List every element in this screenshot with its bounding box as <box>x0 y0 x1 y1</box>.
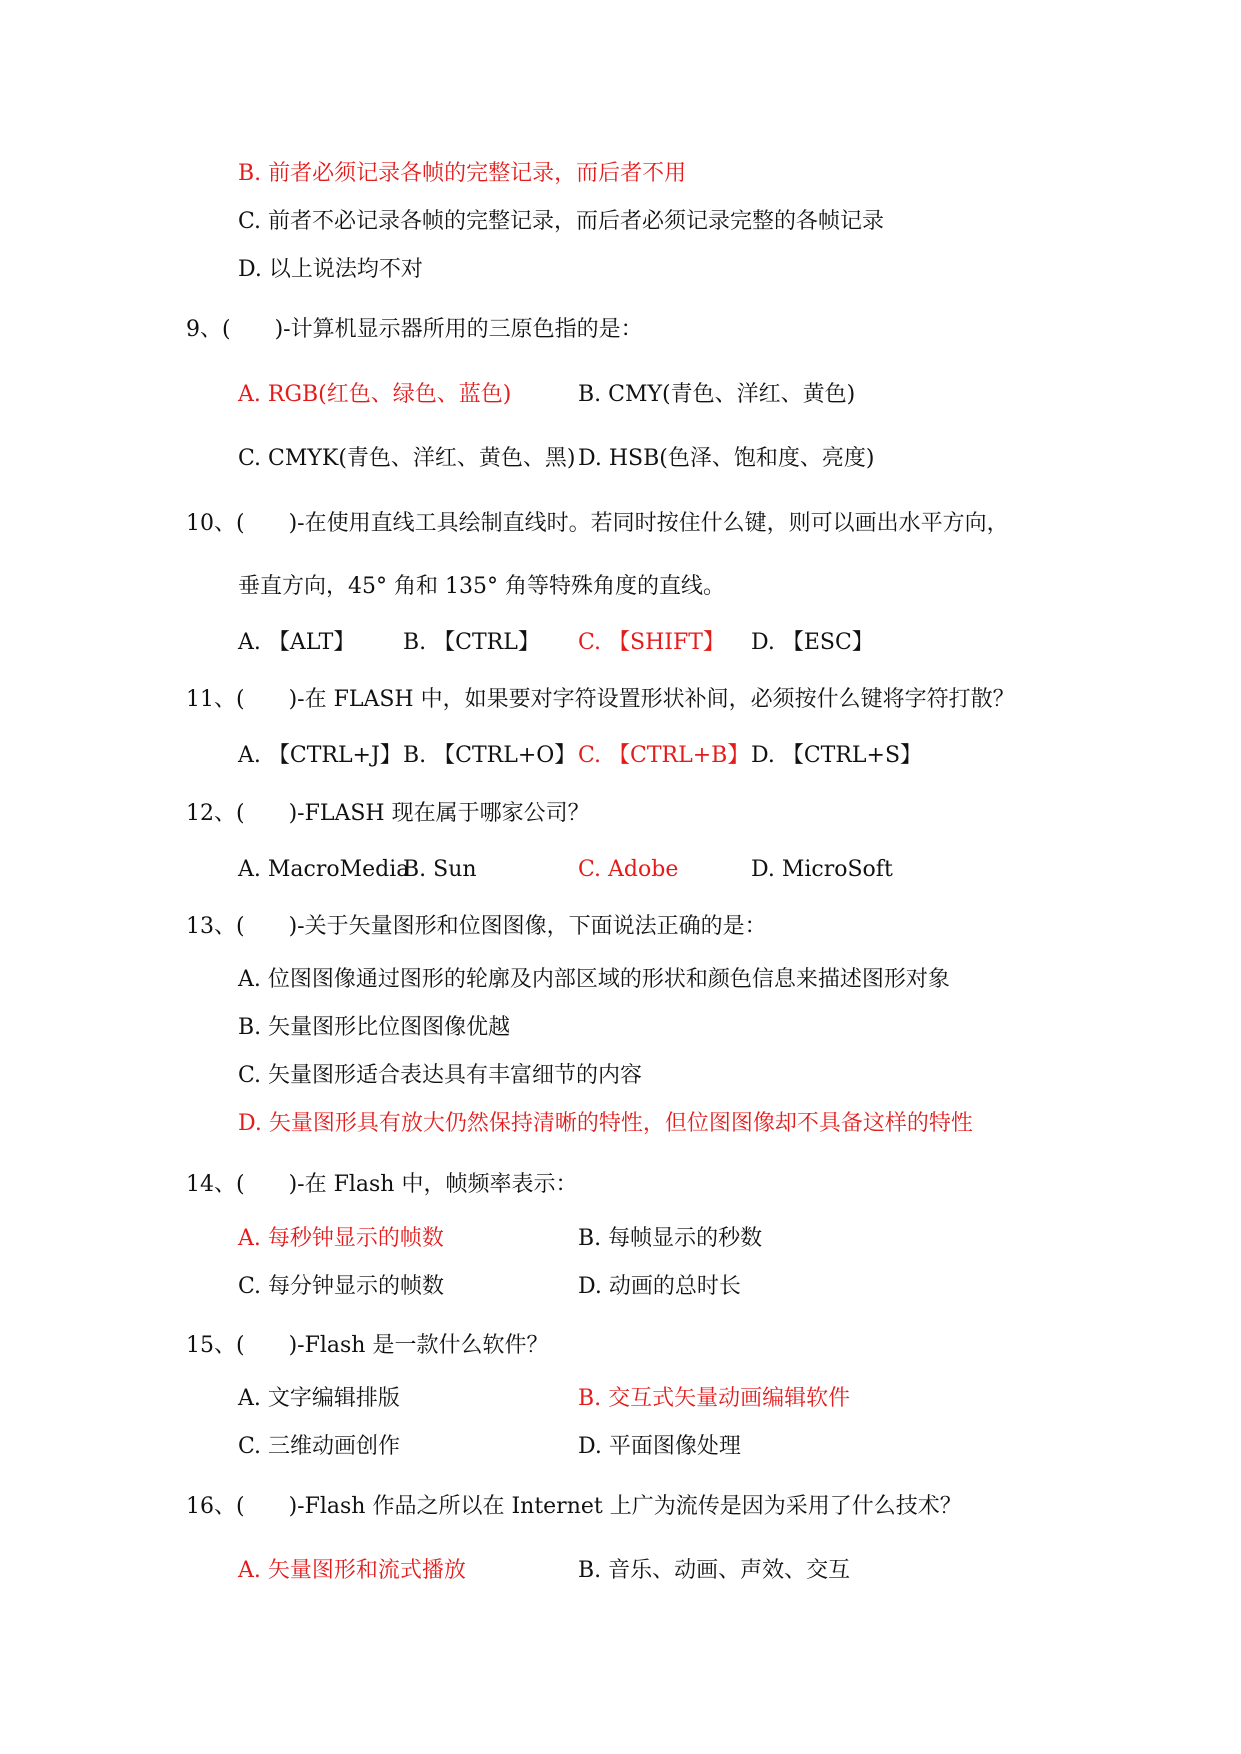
q14-option-c: C. 每分钟显示的帧数 <box>238 1274 445 1299</box>
q16-option-a: A. 矢量图形和流式播放 <box>238 1558 466 1583</box>
q10-option-d: D. 【ESC】 <box>751 630 874 655</box>
q12-stem: 12、( )-FLASH 现在属于哪家公司？ <box>186 801 590 826</box>
q9-option-b: B. CMY(青色、洋红、黄色) <box>578 382 856 407</box>
q12-option-a: A. MacroMedia <box>238 857 410 882</box>
q12-option-d: D. MicroSoft <box>751 857 893 882</box>
q15-option-c: C. 三维动画创作 <box>238 1434 401 1459</box>
q8-option-c: C. 前者不必记录各帧的完整记录，而后者必须记录完整的各帧记录 <box>238 209 885 234</box>
q13-stem: 13、( )-关于矢量图形和位图图像，下面说法正确的是： <box>186 914 767 939</box>
q16-stem: 16、( )-Flash 作品之所以在 Internet 上广为流传是因为采用了什么技术？ <box>186 1494 962 1519</box>
q11-option-a: A. 【CTRL+J】 <box>238 743 402 768</box>
q14-option-d: D. 动画的总时长 <box>578 1274 741 1299</box>
q9-option-c: C. CMYK(青色、洋红、黄色、黑) <box>238 446 576 471</box>
q14-stem: 14、( )-在 Flash 中，帧频率表示： <box>186 1172 578 1197</box>
q13-option-c: C. 矢量图形适合表达具有丰富细节的内容 <box>238 1063 643 1088</box>
q9-option-a: A. RGB(红色、绿色、蓝色) <box>238 382 512 407</box>
q12-option-b: B. Sun <box>403 857 477 882</box>
q11-option-c: C. 【CTRL+B】 <box>578 743 750 768</box>
q15-option-d: D. 平面图像处理 <box>578 1434 741 1459</box>
q8-option-d: D. 以上说法均不对 <box>238 257 423 282</box>
q14-option-b: B. 每帧显示的秒数 <box>578 1226 763 1251</box>
q10-stem: 10、( )-在使用直线工具绘制直线时。若同时按住什么键，则可以画出水平方向， <box>186 511 1009 536</box>
q15-stem: 15、( )-Flash 是一款什么软件？ <box>186 1333 549 1358</box>
q9-option-d: D. HSB(色泽、饱和度、亮度) <box>578 446 875 471</box>
q14-option-a: A. 每秒钟显示的帧数 <box>238 1226 444 1251</box>
q10-stem-continued: 垂直方向，45° 角和 135° 角等特殊角度的直线。 <box>238 574 725 599</box>
q13-option-b: B. 矢量图形比位图图像优越 <box>238 1015 511 1040</box>
q11-stem: 11、( )-在 FLASH 中，如果要对字符设置形状补间，必须按什么键将字符打散？ <box>186 687 1015 712</box>
q10-option-a: A. 【ALT】 <box>238 630 356 655</box>
q13-option-a: A. 位图图像通过图形的轮廓及内部区域的形状和颜色信息来描述图形对象 <box>238 967 950 992</box>
q10-option-c: C. 【SHIFT】 <box>578 630 725 655</box>
q11-option-b: B. 【CTRL+O】 <box>403 743 577 768</box>
q12-option-c: C. Adobe <box>578 857 679 882</box>
q9-stem: 9、( )-计算机显示器所用的三原色指的是： <box>186 317 643 342</box>
q15-option-a: A. 文字编辑排版 <box>238 1386 400 1411</box>
q13-option-d: D. 矢量图形具有放大仍然保持清晰的特性，但位图图像却不具备这样的特性 <box>238 1111 973 1136</box>
q16-option-b: B. 音乐、动画、声效、交互 <box>578 1558 851 1583</box>
q15-option-b: B. 交互式矢量动画编辑软件 <box>578 1386 851 1411</box>
q11-option-d: D. 【CTRL+S】 <box>751 743 923 768</box>
q10-option-b: B. 【CTRL】 <box>403 630 540 655</box>
q8-option-b: B. 前者必须记录各帧的完整记录，而后者不用 <box>238 161 687 186</box>
